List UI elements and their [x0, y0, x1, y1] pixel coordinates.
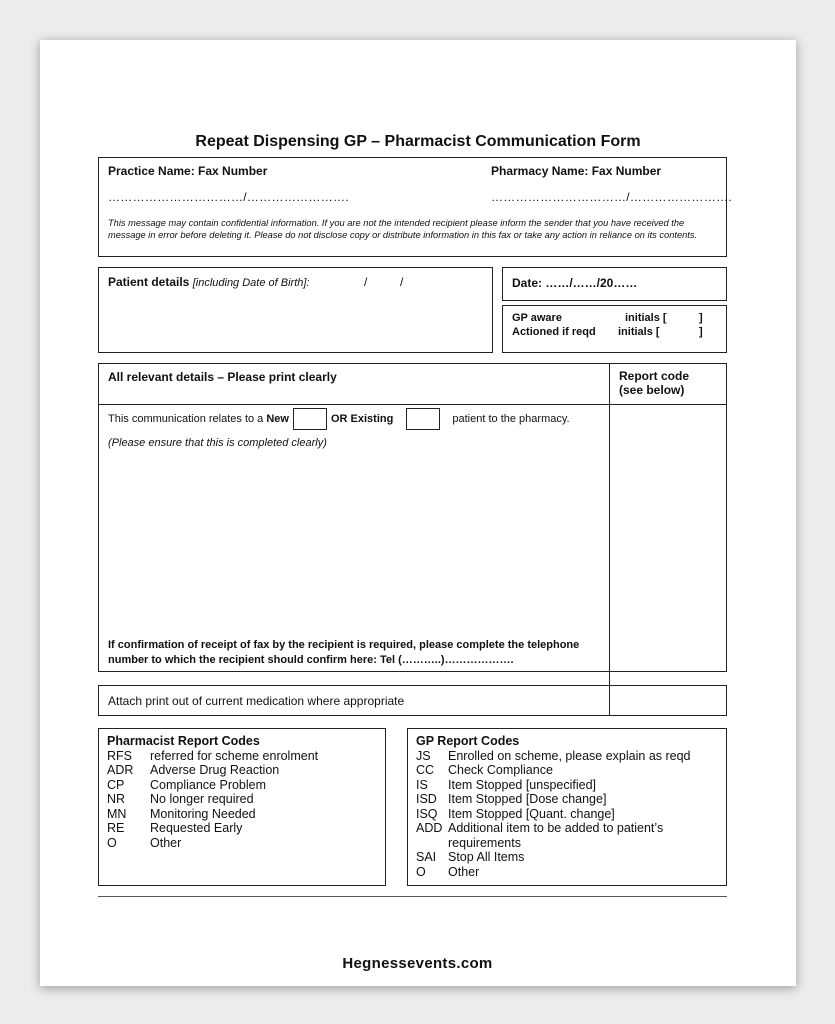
actioned-initials[interactable]: initials [ [618, 326, 660, 338]
patient-details-label: Patient details [108, 275, 190, 289]
existing-checkbox[interactable] [406, 408, 440, 430]
dob-separator: / [400, 275, 404, 289]
practice-fax-field[interactable]: ……………………………/……………………. [108, 190, 349, 204]
form-page [40, 40, 796, 986]
code-abbreviation: O [107, 835, 117, 850]
relates-suffix: patient to the pharmacy. [452, 412, 570, 425]
bracket-close: ] [699, 312, 703, 324]
code-row [416, 792, 718, 807]
code-description: Additional item to be added to patient’s requirements [448, 821, 664, 850]
code-abbreviation: ISQ [416, 806, 438, 821]
gp-aware-initials[interactable]: initials [ [625, 312, 667, 324]
code-abbreviation: RFS [107, 748, 132, 763]
code-row [107, 792, 377, 807]
details-box [98, 363, 727, 672]
code-row [416, 865, 718, 880]
ensure-note: (Please ensure that this is completed clearly) [108, 437, 327, 449]
gp-codes-list [416, 749, 718, 880]
pharmacist-codes-heading: Pharmacist Report Codes [107, 734, 260, 748]
pharmacy-label: Pharmacy Name: Fax Number [491, 164, 662, 178]
code-abbreviation: JS [416, 748, 431, 763]
details-heading: All relevant details – Please print clearly [108, 370, 337, 384]
report-code-heading: Report code [619, 369, 690, 383]
code-abbreviation: MN [107, 806, 127, 821]
code-row [107, 821, 377, 836]
new-checkbox[interactable] [293, 408, 327, 430]
patient-details-hint: [including Date of Birth]: [192, 277, 310, 289]
code-description: Item Stopped [unspecified] [448, 777, 597, 792]
header-box [98, 157, 732, 257]
gp-aware-box [502, 305, 727, 353]
existing-label: OR Existing [330, 412, 394, 425]
attach-instruction: Attach print out of current medication where appropriate [108, 694, 405, 708]
bottom-rule [98, 896, 727, 897]
code-row [107, 749, 377, 764]
actioned-label: Actioned if reqd [512, 326, 596, 338]
code-abbreviation: ADD [416, 821, 443, 835]
pharmacy-fax-field[interactable]: ……………………………/……………………. [491, 190, 732, 204]
code-abbreviation: CC [416, 763, 435, 777]
gp-codes-box [407, 728, 727, 886]
code-description: Other [448, 864, 480, 879]
code-description: Other [150, 835, 182, 850]
code-row [416, 821, 718, 850]
code-description: Check Compliance [448, 763, 553, 777]
code-abbreviation: RE [107, 821, 125, 835]
form-title: Repeat Dispensing GP – Pharmacist Communication Form [195, 133, 641, 150]
code-description: Enrolled on scheme, please explain as reqd [448, 748, 691, 763]
code-abbreviation: SAI [416, 850, 437, 864]
pharmacist-codes-list [107, 749, 377, 851]
date-label: Date: ……/……/20…… [512, 276, 638, 290]
code-abbreviation: CP [107, 777, 125, 792]
report-code-subheading: (see below) [619, 383, 685, 397]
code-description: Adverse Drug Reaction [150, 763, 280, 777]
code-description: Requested Early [150, 821, 243, 835]
confirm-tel-field[interactable]: number to which the recipient should confirm here: Tel (………..)………………. [108, 654, 514, 666]
code-row [416, 763, 718, 778]
code-row [416, 850, 718, 865]
code-row [416, 778, 718, 793]
code-description: Monitoring Needed [150, 806, 256, 821]
code-description: No longer required [150, 792, 254, 806]
site-watermark: Hegnessevents.com [342, 955, 493, 972]
code-description: Compliance Problem [150, 777, 267, 792]
new-label: New [266, 412, 289, 425]
confidentiality-disclaimer: This message may contain confidential information. If you are not the intended recipient please inform the sender that you have received the message in error before deleting it. Please do not disclose copy or distribute information in this fax or take any action in reliance on its contents. [108, 218, 698, 240]
code-row [107, 836, 377, 851]
code-row [107, 763, 377, 778]
code-abbreviation: O [416, 864, 426, 879]
code-description: referred for scheme enrolment [150, 748, 319, 763]
code-abbreviation: IS [416, 777, 428, 792]
practice-label: Practice Name: Fax Number [108, 164, 268, 178]
code-row [416, 749, 718, 764]
code-abbreviation: NR [107, 792, 126, 806]
pharmacist-codes-box [98, 728, 386, 886]
dob-separator: / [364, 275, 368, 289]
code-abbreviation: ADR [107, 763, 134, 777]
confirm-instruction: If confirmation of receipt of fax by the recipient is required, please complete the telephone [108, 639, 580, 651]
bracket-close: ] [699, 326, 703, 338]
code-row [107, 807, 377, 822]
code-abbreviation: ISD [416, 792, 437, 806]
code-description: Item Stopped [Quant. change] [448, 806, 615, 821]
code-row [416, 807, 718, 822]
code-row [107, 778, 377, 793]
date-box[interactable] [502, 267, 727, 301]
report-code-divider [609, 364, 610, 714]
relates-prefix: This communication relates to a [108, 412, 264, 425]
patient-details-box[interactable] [98, 267, 493, 353]
gp-aware-label: GP aware [512, 312, 562, 324]
code-description: Item Stopped [Dose change] [448, 792, 607, 806]
gp-codes-heading: GP Report Codes [416, 734, 520, 748]
attach-box [98, 685, 727, 716]
code-description: Stop All Items [448, 850, 525, 864]
